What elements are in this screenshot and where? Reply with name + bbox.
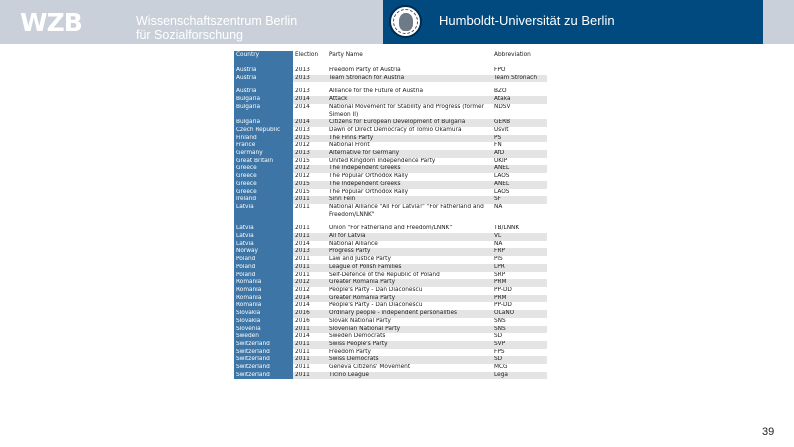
table-row	[234, 225, 547, 233]
election-year-cell: 2014	[293, 241, 327, 249]
abbreviation-cell: SNS	[492, 326, 547, 334]
table-row	[234, 127, 547, 135]
table-row	[234, 173, 547, 181]
header-country: Country	[234, 51, 293, 67]
abbreviation-cell: SRP	[492, 272, 547, 280]
table-row	[234, 75, 547, 83]
table-row	[234, 233, 547, 241]
abbreviation-cell: Lega	[492, 372, 547, 380]
party-name-cell: People's Party - Dan Diaconescu	[327, 287, 492, 295]
election-year-cell: 2012	[293, 287, 327, 295]
table-row	[234, 158, 547, 166]
table-row	[234, 356, 547, 364]
university-seal-icon	[389, 5, 422, 38]
election-year-cell: 2016	[293, 310, 327, 318]
abbreviation-cell: PRM	[492, 295, 547, 303]
party-name-cell: The Popular Orthodox Rally	[327, 189, 492, 197]
country-cell: Slovakia	[234, 318, 293, 326]
party-name-cell: Geneva Citizens' Movement	[327, 364, 492, 372]
election-year-cell: 2012	[293, 165, 327, 173]
abbreviation-cell: FN	[492, 142, 547, 150]
party-name-cell: The Popular Orthodox Rally	[327, 173, 492, 181]
table-row	[234, 302, 547, 310]
election-year-cell: 2011	[293, 326, 327, 334]
table-row	[234, 104, 547, 119]
abbreviation-cell: Úsvit	[492, 127, 547, 135]
election-year-cell: 2011	[293, 372, 327, 380]
abbreviation-cell: LAOS	[492, 189, 547, 197]
election-year-cell: 2013	[293, 127, 327, 135]
election-year-cell: 2014	[293, 295, 327, 303]
election-year-cell: 2013	[293, 248, 327, 256]
header-party-name: Party Name	[327, 51, 492, 67]
country-cell: Austria	[234, 67, 293, 75]
country-cell: Switzerland	[234, 341, 293, 349]
table-row	[234, 310, 547, 318]
table-row	[234, 165, 547, 173]
party-name-cell: Ticino League	[327, 372, 492, 380]
party-name-cell: All for Latvia	[327, 233, 492, 241]
party-name-cell: Law and Justice Party	[327, 256, 492, 264]
country-cell: Romania	[234, 287, 293, 295]
country-cell: Bulgaria	[234, 96, 293, 104]
country-cell: Switzerland	[234, 356, 293, 364]
table-row	[234, 96, 547, 104]
election-year-cell: 2011	[293, 349, 327, 357]
party-name-cell: National Movement for Stability and Progress (former Simeon II)	[327, 104, 492, 119]
university-name: Humboldt-Universität zu Berlin	[439, 13, 615, 28]
party-name-cell: People's Party - Dan Diaconescu	[327, 302, 492, 310]
abbreviation-cell: PS	[492, 135, 547, 143]
table-header-row	[234, 51, 547, 67]
table-row	[234, 295, 547, 303]
table-row	[234, 189, 547, 197]
abbreviation-cell: UKIP	[492, 158, 547, 166]
election-year-cell: 2011	[293, 225, 327, 233]
country-cell: Switzerland	[234, 349, 293, 357]
election-year-cell: 2012	[293, 279, 327, 287]
country-cell: Romania	[234, 279, 293, 287]
party-name-cell: Team Stronach for Austria	[327, 75, 492, 83]
abbreviation-cell: NDSV	[492, 104, 547, 119]
abbreviation-cell: SVP	[492, 341, 547, 349]
abbreviation-cell: LPR	[492, 264, 547, 272]
table-row	[234, 150, 547, 158]
election-year-cell: 2011	[293, 264, 327, 272]
table-row	[234, 372, 547, 380]
party-name-cell: Alliance for the Future of Austria	[327, 88, 492, 96]
table-row	[234, 333, 547, 341]
abbreviation-cell: ANEL	[492, 181, 547, 189]
party-name-cell: Alternative for Germany	[327, 150, 492, 158]
table-row	[234, 142, 547, 150]
party-name-cell: Slovenian National Party	[327, 326, 492, 334]
party-name-cell: National Alliance "All For Latvia!" "For Fatherland and Freedom/LNNK"	[327, 204, 492, 219]
country-cell: Latvia	[234, 241, 293, 249]
election-year-cell: 2013	[293, 88, 327, 96]
country-cell: Romania	[234, 302, 293, 310]
party-name-cell: Progress Party	[327, 248, 492, 256]
party-name-cell: The Independent Greeks	[327, 181, 492, 189]
institute-name	[136, 14, 297, 42]
election-year-cell: 2013	[293, 150, 327, 158]
country-cell: Bulgaria	[234, 119, 293, 127]
party-name-cell: Swiss People's Party	[327, 341, 492, 349]
table-row	[234, 88, 547, 96]
country-cell: Greece	[234, 165, 293, 173]
party-name-cell: Sweden Democrats	[327, 333, 492, 341]
party-name-cell: Sinn Fein	[327, 196, 492, 204]
country-cell: Czech Republic	[234, 127, 293, 135]
country-cell: Slovenia	[234, 326, 293, 334]
country-cell: France	[234, 142, 293, 150]
abbreviation-cell: SD	[492, 356, 547, 364]
election-year-cell: 2014	[293, 119, 327, 127]
abbreviation-cell: Team Stronach	[492, 75, 547, 83]
header-election: Election	[293, 51, 327, 67]
abbreviation-cell: PP-DD	[492, 302, 547, 310]
election-year-cell: 2011	[293, 233, 327, 241]
country-cell: Austria	[234, 75, 293, 83]
election-year-cell: 2011	[293, 272, 327, 280]
party-name-cell: Ordinary people - independent personalities	[327, 310, 492, 318]
table-row	[234, 181, 547, 189]
election-year-cell: 2011	[293, 196, 327, 204]
abbreviation-cell: SD	[492, 333, 547, 341]
table-row	[234, 349, 547, 357]
abbreviation-cell: FPS	[492, 349, 547, 357]
table-row	[234, 119, 547, 127]
party-name-cell: Self-Defence of the Republic of Poland	[327, 272, 492, 280]
election-year-cell: 2012	[293, 142, 327, 150]
wzb-logo: WZB	[20, 8, 82, 37]
abbreviation-cell: FPÖ	[492, 67, 547, 75]
abbreviation-cell: OLaNO	[492, 310, 547, 318]
country-cell: Sweden	[234, 333, 293, 341]
institute-name-line1: Wissenschaftszentrum Berlin	[136, 14, 298, 28]
abbreviation-cell: FRP	[492, 248, 547, 256]
election-year-cell: 2013	[293, 75, 327, 83]
country-cell: Germany	[234, 150, 293, 158]
abbreviation-cell: PiS	[492, 256, 547, 264]
country-cell: Latvia	[234, 233, 293, 241]
election-year-cell: 2011	[293, 356, 327, 364]
party-name-cell: Swiss Democrats	[327, 356, 492, 364]
party-name-cell: Citizens for European Development of Bulgaria	[327, 119, 492, 127]
country-cell: Norway	[234, 248, 293, 256]
header-abbreviation: Abbreviation	[492, 51, 547, 67]
election-year-cell: 2014	[293, 96, 327, 104]
table-row	[234, 272, 547, 280]
abbreviation-cell: BZÖ	[492, 88, 547, 96]
party-name-cell: Dawn of Direct Democracy of Tomio Okamura	[327, 127, 492, 135]
country-cell: Poland	[234, 264, 293, 272]
country-cell: Austria	[234, 88, 293, 96]
party-name-cell: Greater Romania Party	[327, 295, 492, 303]
table-row	[234, 364, 547, 372]
party-name-cell: Union "For Fatherland and Freedom/LNNK"	[327, 225, 492, 233]
table-row	[234, 326, 547, 334]
party-table	[234, 51, 547, 379]
table-row	[234, 287, 547, 295]
country-cell: Switzerland	[234, 364, 293, 372]
abbreviation-cell: PRM	[492, 279, 547, 287]
institute-name-line2: für Sozialforschung	[136, 28, 244, 42]
abbreviation-cell: VL	[492, 233, 547, 241]
election-year-cell: 2016	[293, 318, 327, 326]
country-cell: Poland	[234, 256, 293, 264]
party-name-cell: The Finns Party	[327, 135, 492, 143]
country-cell: Romania	[234, 295, 293, 303]
country-cell: Bulgaria	[234, 104, 293, 119]
abbreviation-cell: MCG	[492, 364, 547, 372]
country-cell: Finland	[234, 135, 293, 143]
election-year-cell: 2011	[293, 364, 327, 372]
country-cell: Switzerland	[234, 372, 293, 380]
abbreviation-cell: NA	[492, 241, 547, 249]
table-row	[234, 318, 547, 326]
party-name-cell: The Independent Greeks	[327, 165, 492, 173]
header-bar	[0, 0, 794, 44]
election-year-cell: 2015	[293, 158, 327, 166]
table-row	[234, 204, 547, 219]
party-name-cell: National Alliance	[327, 241, 492, 249]
table-row	[234, 264, 547, 272]
party-name-cell: Freedom Party of Austria	[327, 67, 492, 75]
table-row	[234, 196, 547, 204]
abbreviation-cell: TB/LNNK	[492, 225, 547, 233]
party-name-cell: League of Polish Families	[327, 264, 492, 272]
party-name-cell: United Kingdom Independence Party	[327, 158, 492, 166]
election-year-cell: 2014	[293, 104, 327, 119]
party-name-cell: National Front	[327, 142, 492, 150]
election-year-cell: 2014	[293, 333, 327, 341]
table-row	[234, 241, 547, 249]
election-year-cell: 2011	[293, 341, 327, 349]
table-row	[234, 256, 547, 264]
party-name-cell: Freedom Party	[327, 349, 492, 357]
election-year-cell: 2011	[293, 256, 327, 264]
abbreviation-cell: SNS	[492, 318, 547, 326]
university-banner	[383, 0, 763, 44]
abbreviation-cell: PP-DD	[492, 287, 547, 295]
table-row	[234, 279, 547, 287]
election-year-cell: 2015	[293, 135, 327, 143]
table-row	[234, 341, 547, 349]
election-year-cell: 2015	[293, 181, 327, 189]
country-cell: Latvia	[234, 225, 293, 233]
table-row	[234, 67, 547, 75]
country-cell: Great Britain	[234, 158, 293, 166]
abbreviation-cell: ANEL	[492, 165, 547, 173]
table-row	[234, 248, 547, 256]
table-row	[234, 135, 547, 143]
election-year-cell: 2015	[293, 189, 327, 197]
country-cell: Slovakia	[234, 310, 293, 318]
table-body	[234, 67, 547, 379]
abbreviation-cell: GERB	[492, 119, 547, 127]
party-name-cell: Attack	[327, 96, 492, 104]
election-year-cell: 2014	[293, 302, 327, 310]
election-year-cell: 2013	[293, 67, 327, 75]
abbreviation-cell: AfD	[492, 150, 547, 158]
country-cell: Poland	[234, 272, 293, 280]
country-cell: Ireland	[234, 196, 293, 204]
country-cell: Greece	[234, 173, 293, 181]
abbreviation-cell: Ataka	[492, 96, 547, 104]
country-cell: Greece	[234, 181, 293, 189]
abbreviation-cell: SF	[492, 196, 547, 204]
election-year-cell: 2012	[293, 173, 327, 181]
party-table-container	[234, 51, 547, 379]
party-name-cell: Slovak National Party	[327, 318, 492, 326]
election-year-cell: 2011	[293, 204, 327, 219]
party-name-cell: Greater Romania Party	[327, 279, 492, 287]
abbreviation-cell: LAOS	[492, 173, 547, 181]
abbreviation-cell: NA	[492, 204, 547, 219]
country-cell: Greece	[234, 189, 293, 197]
country-cell: Latvia	[234, 204, 293, 219]
page-number: 39	[762, 426, 775, 438]
